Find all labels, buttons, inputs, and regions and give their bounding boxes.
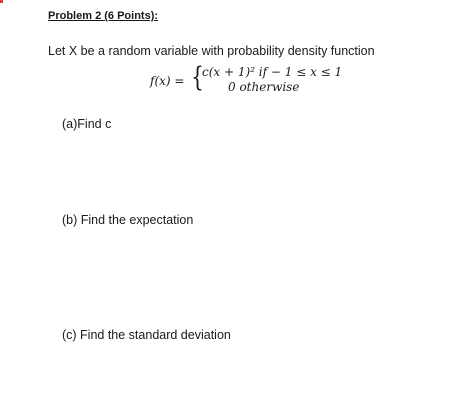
formula-lhs: f(x) = (150, 74, 185, 88)
formula-case-2: 0 otherwise (228, 80, 300, 94)
problem-intro: Let X be a random variable with probability density function (48, 44, 375, 58)
formula-brace: { (191, 62, 204, 93)
corner-mark (0, 0, 3, 3)
part-c-question: (c) Find the standard deviation (62, 328, 231, 342)
problem-heading: Problem 2 (6 Points): (48, 10, 159, 22)
formula-case-1: c(x + 1)² if − 1 ≤ x ≤ 1 (202, 65, 343, 79)
density-formula (150, 62, 343, 96)
part-a-question: (a)Find c (62, 117, 112, 131)
part-b-question: (b) Find the expectation (62, 213, 194, 227)
